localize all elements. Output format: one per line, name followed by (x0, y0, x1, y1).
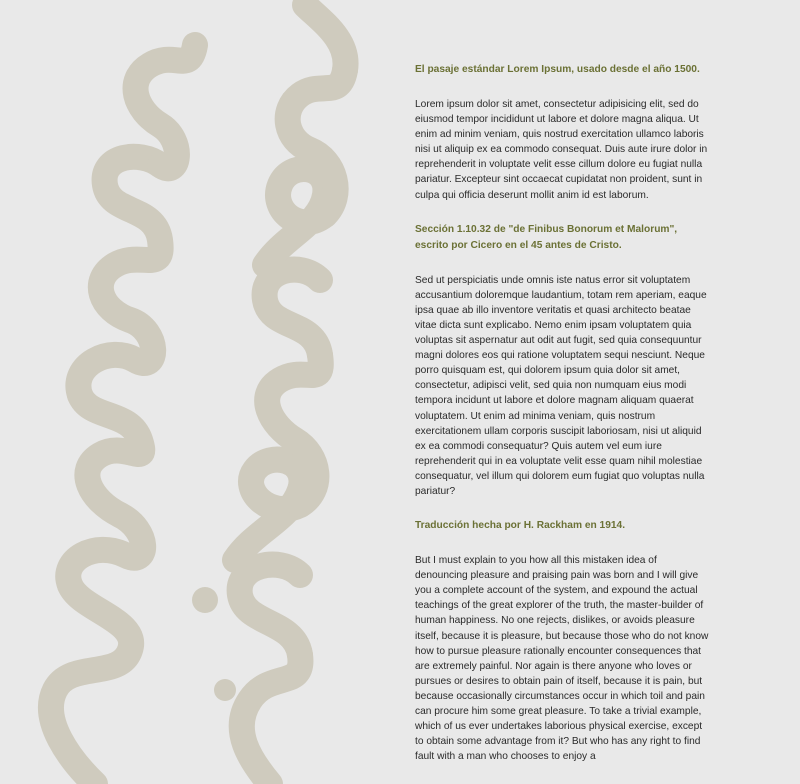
section-paragraph: Lorem ipsum dolor sit amet, consectetur adipisicing elit, sed do eiusmod tempor incididunt ut labore et dolore magna aliqua. Ut enim ad minim veniam, quis nostrud exercitation ullamco laboris nisi ut aliquip ex ea commodo consequat. Duis aute irure dolor in reprehenderit in voluptate velit esse cillum dolore eu fugiat nulla pariatur. Excepteur sint occaecat cupidatat non proident, sunt in culpa qui officia deserunt mollit anim id est laborum. (415, 99, 708, 201)
i-dot-2 (214, 679, 236, 701)
section-paragraph: Sed ut perspiciatis unde omnis iste natus error sit voluptatem accusantium doloremque laudantium, totam rem aperiam, eaque ipsa quae ab illo inventore veritatis et quasi architecto beatae vitae dicta sunt explicabo. Nemo enim ipsam voluptatem quia voluptas sit aspernatur aut odit aut fugit, sed quia consequuntur magni dolores eos qui ratione voluptatem sequi nesciunt. Neque porro quisquam est, qui dolorem ipsum quia dolor sit amet, consectetur, adipisci velit, sed quia non numquam eius modi tempora incidunt ut labore et dolore magnam aliquam quaerat voluptatem. Ut enim ad minima veniam, quis nostrum exercitationem ullam corporis suscipit laboriosam, nisi ut aliquid ex ea commodi consequatur? Quis autem vel eum iure reprehenderit qui in ea voluptate velit esse quam nihil molestiae consequatur, vel illum qui dolorem eum fugiat quo voluptas nulla pariatur? (415, 274, 707, 497)
section-cicero (415, 222, 711, 499)
section-rackham-translation (415, 518, 711, 764)
section-heading: Traducción hecha por H. Rackham en 1914. (415, 520, 626, 532)
script-lettering-decoration (0, 0, 360, 784)
ipsum-script-strokes (235, 5, 346, 784)
text-column (415, 62, 711, 783)
lorem-script-strokes (51, 45, 195, 784)
section-heading: Sección 1.10.32 de "de Finibus Bonorum et Malorum", escrito por Cicero en el 45 antes de Cristo. (415, 223, 678, 251)
i-dot (192, 587, 218, 613)
section-lorem-standard (415, 62, 711, 203)
section-paragraph: But I must explain to you how all this mistaken idea of denouncing pleasure and praising pain was born and I will give you a complete account of the system, and expound the actual teachings of the great explorer of the truth, the master-builder of human happiness. No one rejects, dislikes, or avoids pleasure itself, because it is pleasure, but because those who do not know how to pursue pleasure rationally encounter consequences that are extremely painful. Nor again is there anyone who loves or pursues or desires to obtain pain of itself, because it is pain, but because occasionally circumstances occur in which toil and pain can procure him some great pleasure. To take a trivial example, which of us ever undertakes laborious physical exercise, except to obtain some advantage from it? But who has any right to find fault with a man who chooses to enjoy a (415, 555, 709, 763)
section-heading: El pasaje estándar Lorem Ipsum, usado desde el año 1500. (415, 64, 700, 75)
